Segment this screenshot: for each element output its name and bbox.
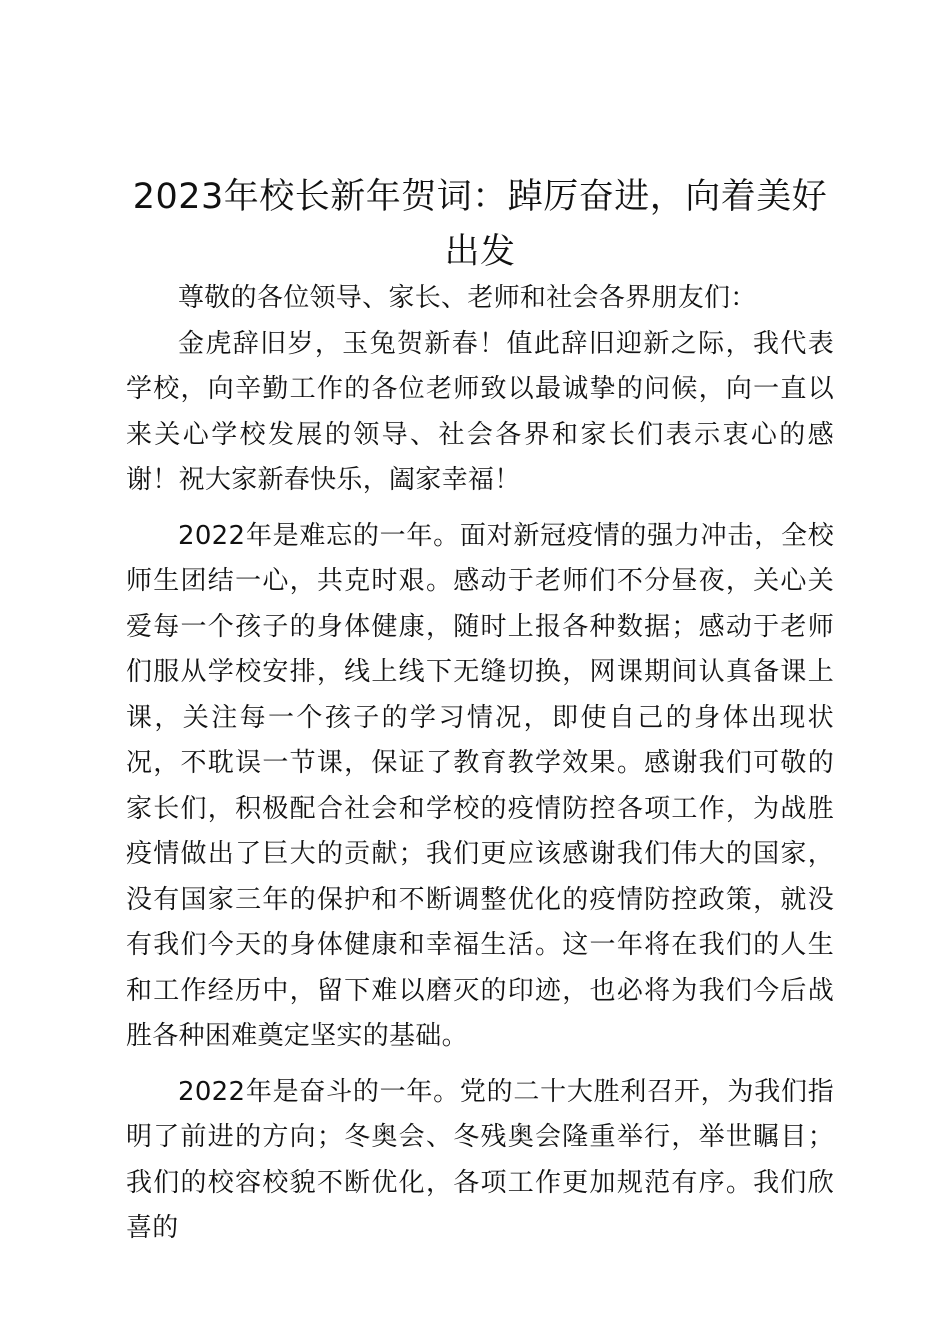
salutation-paragraph: 尊敬的各位领导、家长、老师和社会各界朋友们： — [178, 283, 757, 313]
greeting-paragraph: 金虎辞旧岁，玉兔贺新春！值此辞旧迎新之际，我代表学校，向辛勤工作的各位老师致以最诚挚的问候，向一直以来关心学校发展的领导、社会各界和家长们表示衷心的感谢！祝大家新春快乐，阖家幸福！ — [126, 328, 834, 495]
striving-year-paragraph: 2022年是奋斗的一年。党的二十大胜利召开，为我们指明了前进的方向；冬奥会、冬残奥会隆重举行，举世瞩目；我们的校容校貌不断优化，各项工作更加规范有序。我们欣喜的 — [126, 1076, 834, 1243]
document-body — [126, 276, 834, 1252]
memorable-year-paragraph: 2022年是难忘的一年。面对新冠疫情的强力冲击，全校师生团结一心，共克时艰。感动于老师们不分昼夜，关心关爱每一个孩子的身体健康，随时上报各种数据；感动于老师们服从学校安排，线上线下无缝切换，网课期间认真备课上课，关注每一个孩子的学习情况，即使自己的身体出现状况，不耽误一节课，保证了教育教学效果。感谢我们可敬的家长们，积极配合社会和学校的疫情防控各项工作，为战胜疫情做出了巨大的贡献；我们更应该感谢我们伟大的国家，没有国家三年的保护和不断调整优化的疫情防控政策，就没有我们今天的身体健康和幸福生活。这一年将在我们的人生和工作经历中，留下难以磨灭的印迹，也必将为我们今后战胜各种困难奠定坚实的基础。 — [126, 520, 834, 1051]
document-title: 2023年校长新年贺词：踔厉奋进，向着美好出发 — [132, 177, 828, 272]
